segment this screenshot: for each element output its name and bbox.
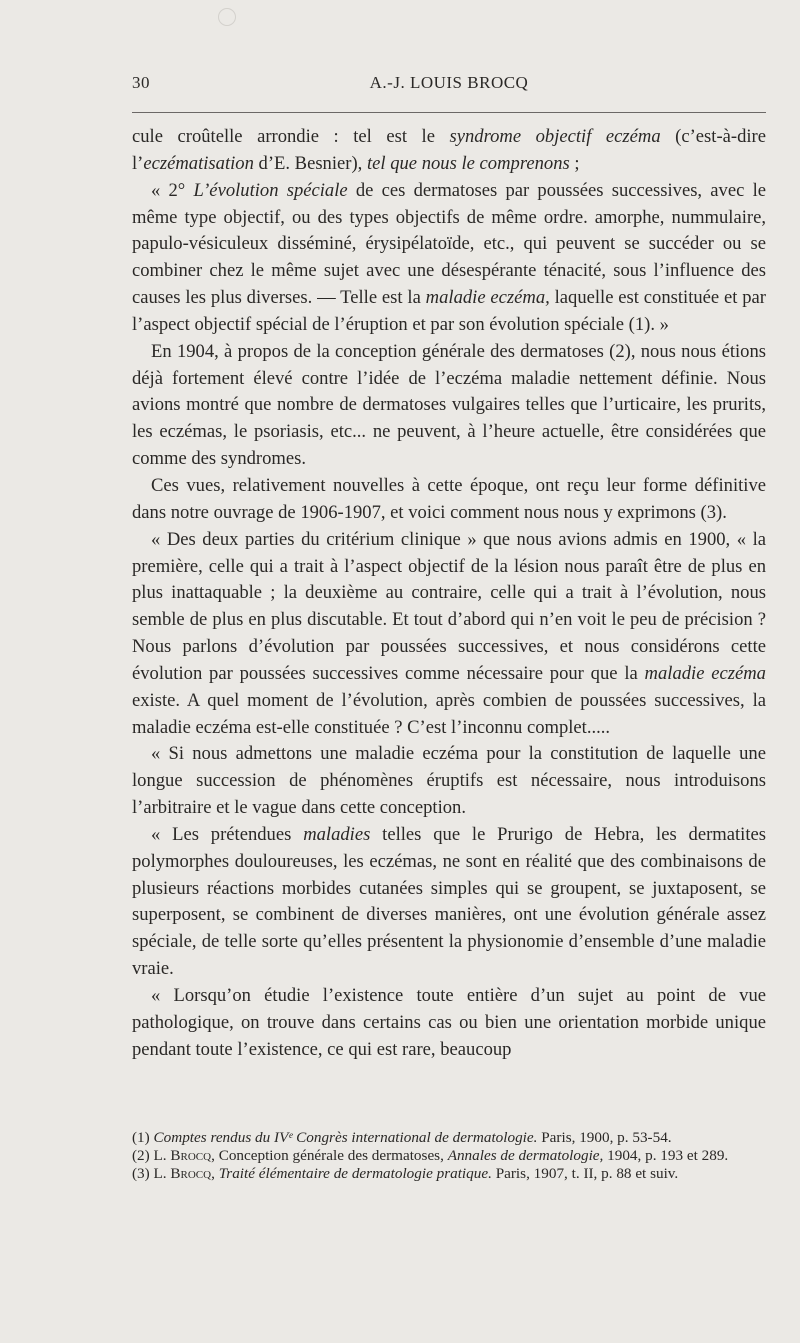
page-header <box>132 73 766 103</box>
running-title: A.-J. LOUIS BROCQ <box>369 73 529 92</box>
text-run: (c’est-à-dire l’ <box>132 126 767 174</box>
text-run: telles que le Prurigo de Hebra, les dermatites polymorphes douloureuses, les eczémas, ne sont en réalité que des combinaisons de plusieurs réactions morbides cutanées simples qui se groupent, se juxtaposent, se superposent, se combinent de diverses manières, ont une évolution générale assez spéciale, de telle sorte qu’elles présentent la physionomie d’ensemble d’une maladie vraie. <box>132 823 766 980</box>
text-run: , Conception générale des dermatoses, <box>211 1147 448 1165</box>
italic-text-run: tel que nous le comprenons <box>366 152 570 174</box>
paragraph <box>132 178 766 339</box>
text-run: « Si nous admettons une maladie eczéma pour la constitution de laquelle une longue succession de phénomènes éruptifs est nécessaire, nous introduisons l’arbitraire et le vague dans cette conception. <box>132 743 766 819</box>
italic-text-run: maladie eczéma <box>644 662 766 684</box>
footnote <box>132 1147 766 1164</box>
text-run: 1904, p. 193 et 289. <box>603 1147 729 1165</box>
text-run: existe. A quel moment de l’évolution, après combien de poussées successives, la maladie eczéma est-elle constituée ? C’est l’inconnu complet..... <box>132 689 766 738</box>
italic-text-run: maladie eczéma, <box>425 287 550 309</box>
footnote <box>132 1129 766 1146</box>
text-run: « 2° <box>151 179 194 201</box>
paragraph <box>132 741 766 822</box>
italic-text-run: L’évolution spéciale <box>193 179 348 201</box>
italic-text-run: Annales de dermatologie, <box>447 1147 604 1165</box>
text-run: Ces vues, relativement nouvelles à cette époque, ont reçu leur forme définitive dans notre ouvrage de 1906-1907, et voici comment nous nous y exprimons (3). <box>132 474 766 523</box>
text-run: « Les prétendues <box>151 823 304 845</box>
small-caps-text-run: Brocq <box>170 1147 212 1165</box>
text-run: laquelle est constituée et par l’aspect objectif spécial de l’éruption et par son évolution spéciale (1). » <box>132 287 767 335</box>
text-run: Paris, 1907, t. II, p. 88 et suiv. <box>491 1165 679 1183</box>
library-stamp-mark <box>218 8 236 26</box>
text-run: (1) <box>132 1129 154 1146</box>
body-text <box>132 124 766 1064</box>
text-run: (2) L. <box>132 1147 171 1165</box>
text-run: cule croûtelle arrondie : tel est le <box>132 126 450 147</box>
italic-text-run: maladies <box>303 823 371 845</box>
page-number: 30 <box>132 73 150 92</box>
text-run: En 1904, à propos de la conception générale des dermatoses (2), nous nous étions déjà fortement élevé contre l’idée de l’eczéma maladie nettement définie. Nous avions montré que nombre de dermatoses vulgaires telles que l’urticaire, les prurits, les eczémas, le psoriasis, etc... ne peuvent, à l’heure actuelle, être considérées que comme des syndromes. <box>132 340 766 470</box>
footnotes <box>132 1129 766 1183</box>
text-run: , <box>211 1165 219 1183</box>
text-run: d’E. Besnier), <box>253 152 367 174</box>
text-run: « Des deux parties du critérium clinique » que nous avions admis en 1900, « la première, celle qui a trait à l’aspect objectif de la lésion nous paraît être de plus en plus inattaquable ; la deuxième au contraire, celle qui a trait à l’évolution, nous semble de plus en plus discutable. Et tout d’abord qui n’en voit le peu de précision ? Nous parlons d’évolution par poussées successives, et nous considérons cette évolution par poussées successives comme nécessaire pour que la <box>132 528 766 684</box>
text-run: (3) L. <box>132 1165 171 1183</box>
italic-text-run: Comptes rendus du IVᵉ Congrès international de dermatologie. <box>153 1129 538 1146</box>
text-run: « Lorsqu’on étudie l’existence toute entière d’un sujet au point de vue pathologique, on trouve dans certains cas ou bien une orientation morbide unique pendant toute l’existence, ce qui est rare, beaucoup <box>132 985 766 1060</box>
paragraph <box>132 527 766 742</box>
header-rule <box>132 112 766 113</box>
small-caps-text-run: Brocq <box>170 1165 212 1183</box>
text-run: Paris, 1900, p. 53-54. <box>537 1129 672 1146</box>
text-run: ; <box>569 152 580 174</box>
footnote <box>132 1165 766 1182</box>
text-run: de ces dermatoses par poussées successives, avec le même type objectif, ou des types objectifs de même ordre. amorphe, nummulaire, papulo-vésiculeux disséminé, érysipélatoïde, etc., qui peuvent se succéder ou se combiner chez le même sujet avec une désespérante ténacité, sous l’influence des causes les plus diverses. — Telle est la <box>132 179 766 309</box>
paragraph <box>132 473 766 527</box>
italic-text-run: syndrome objectif eczéma <box>449 126 661 147</box>
italic-text-run: eczématisation <box>143 152 254 174</box>
paragraph <box>132 124 766 178</box>
italic-text-run: Traité élémentaire de dermatologie pratique. <box>218 1165 492 1183</box>
paragraph <box>132 822 766 983</box>
paragraph <box>132 339 766 473</box>
paragraph <box>132 983 766 1064</box>
